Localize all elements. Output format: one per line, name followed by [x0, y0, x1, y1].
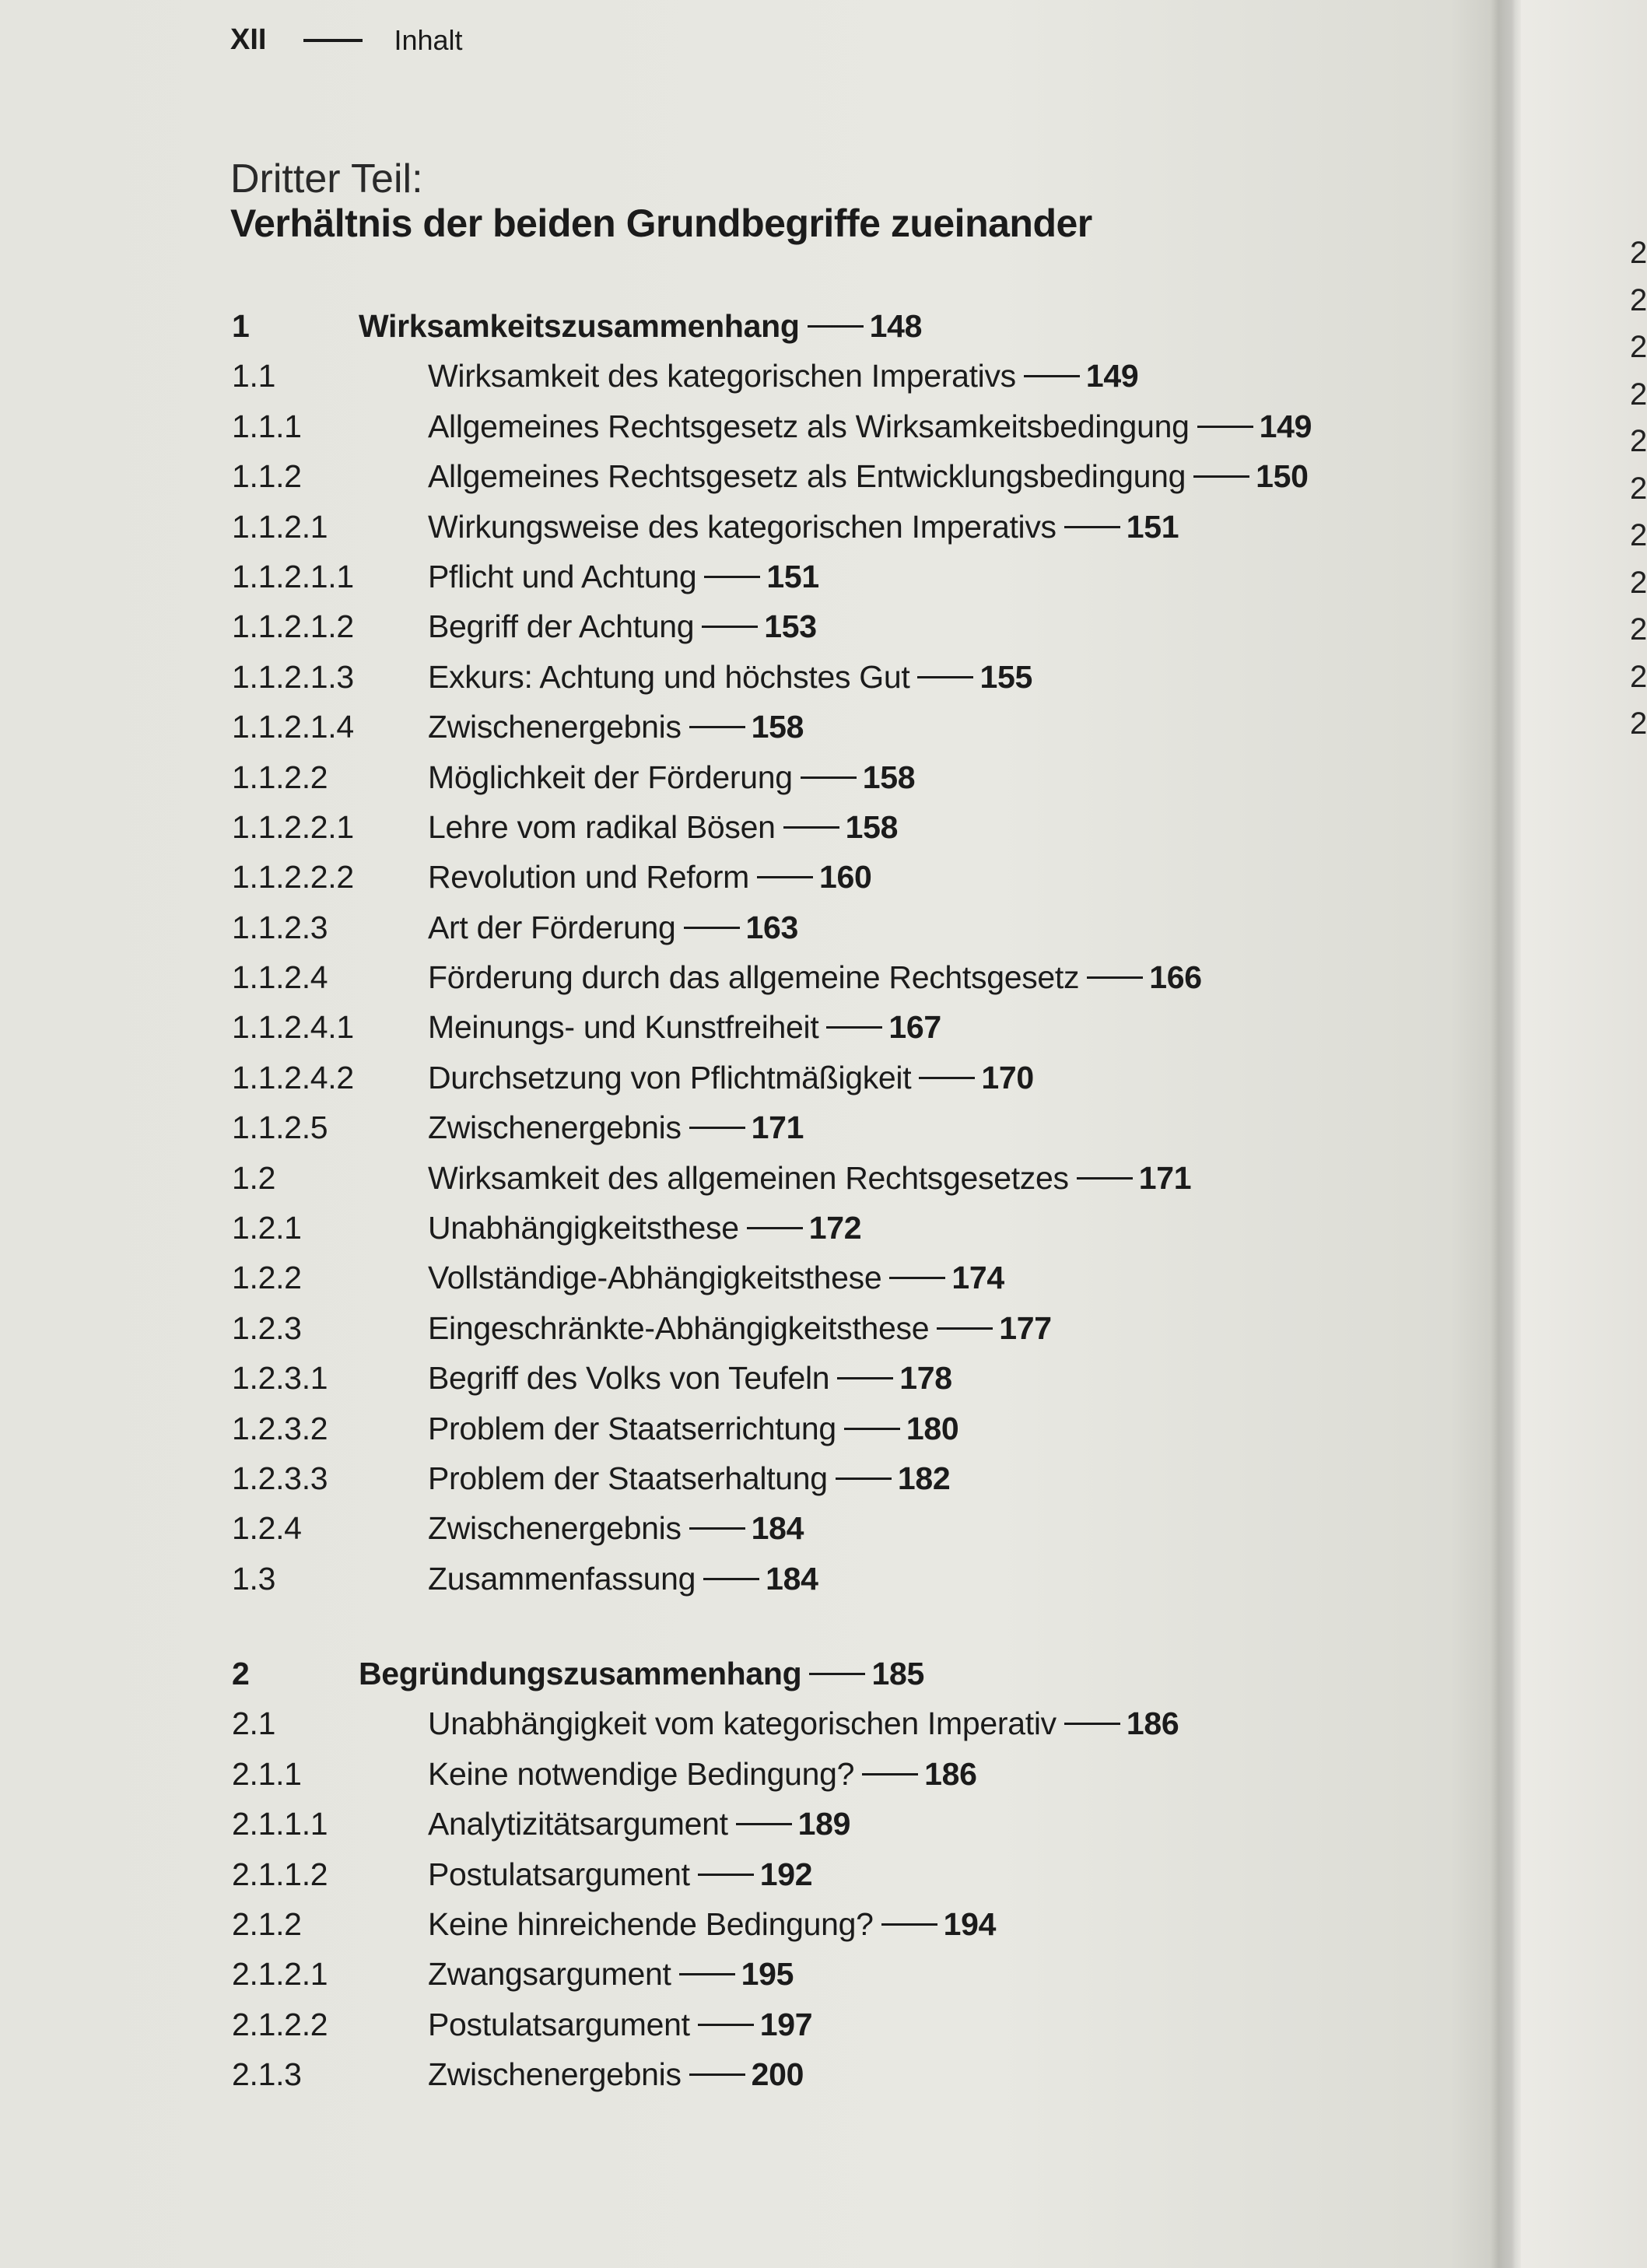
entry-page: 184 — [766, 1560, 818, 1597]
entry-title: Zwangsargument — [428, 1956, 671, 1993]
entry-page: 177 — [999, 1309, 1052, 1346]
toc-entry — [232, 2007, 1179, 2056]
toc-entry — [232, 2056, 1179, 2106]
entry-dash — [889, 1277, 945, 1279]
entry-page: 158 — [751, 709, 804, 745]
toc-entry — [232, 1260, 1312, 1309]
entry-number: 2.1.1.2 — [232, 1856, 328, 1892]
entry-page: 158 — [862, 759, 916, 795]
toc-entry — [232, 1310, 1312, 1360]
entry-page: 200 — [751, 2056, 804, 2093]
entry-number: 1.2.2 — [232, 1260, 302, 1296]
entry-page: 185 — [871, 1656, 924, 1691]
entry-dash — [1024, 375, 1080, 377]
entry-page: 180 — [906, 1410, 959, 1446]
entry-number: 1.2 — [232, 1159, 276, 1196]
entry-number: 1.3 — [232, 1560, 276, 1597]
entry-number: 1.2.4 — [232, 1510, 302, 1547]
entry-dash — [703, 1578, 759, 1580]
entry-dash — [783, 826, 839, 829]
facing-page-fragment — [1630, 230, 1647, 748]
entry-number: 1.1.2.4.2 — [232, 1059, 354, 1095]
entry-page: 163 — [745, 909, 799, 945]
entry-page: 184 — [751, 1510, 804, 1547]
entry-dash — [836, 1478, 892, 1480]
toc-entry — [232, 1360, 1312, 1410]
entry-number: 1.2.3.2 — [232, 1410, 328, 1446]
running-header — [230, 23, 463, 57]
facing-page-char: 2 — [1630, 518, 1647, 552]
entry-number: 1.1.2 — [232, 458, 302, 495]
toc-entry — [232, 759, 1312, 809]
entry-page: 151 — [1126, 508, 1179, 545]
entry-title: Problem der Staatserhaltung — [428, 1460, 828, 1496]
entry-page: 189 — [797, 1806, 851, 1842]
entry-number: 1.2.1 — [232, 1210, 302, 1246]
entry-dash — [689, 2073, 745, 2076]
entry-number: 1.2.3.3 — [232, 1460, 328, 1496]
entry-number: 1.1.2.5 — [232, 1109, 328, 1146]
entry-dash — [844, 1428, 900, 1430]
part-label: Dritter Teil: — [230, 156, 423, 202]
entry-dash — [747, 1227, 803, 1229]
entry-dash — [937, 1327, 993, 1330]
toc-entry — [232, 1009, 1312, 1059]
entry-title: Pflicht und Achtung — [428, 558, 697, 594]
entry-title: Förderung durch das allgemeine Rechtsgesetz — [428, 959, 1080, 996]
facing-page-char: 2 — [1630, 659, 1647, 694]
entry-dash — [689, 1127, 745, 1129]
entry-number: 1.1.2.2 — [232, 759, 328, 795]
entry-number: 1.1.2.4 — [232, 959, 328, 996]
entry-dash — [917, 676, 973, 678]
entry-dash — [809, 1673, 865, 1675]
entry-dash — [679, 1973, 735, 1975]
entry-page: 172 — [808, 1210, 862, 1246]
entry-title: Keine hinreichende Bedingung? — [428, 1905, 874, 1942]
toc-entry — [232, 1160, 1312, 1210]
entry-title: Unabhängigkeitsthese — [428, 1210, 739, 1246]
toc-entry — [232, 1756, 1179, 1806]
entry-title: Zwischenergebnis — [428, 1510, 682, 1547]
entry-dash — [881, 1923, 937, 1926]
entry-page: 153 — [764, 608, 817, 645]
toc-entry — [232, 308, 1312, 358]
facing-page-char: 2 — [1630, 282, 1647, 317]
entry-number: 1.1.2.4.1 — [232, 1009, 354, 1046]
entry-dash — [698, 2024, 754, 2026]
page-gutter-shadow — [1490, 0, 1521, 2268]
entry-dash — [801, 776, 857, 779]
entry-dash — [684, 927, 740, 929]
toc-entry — [232, 1956, 1179, 2006]
entry-dash — [689, 1527, 745, 1530]
toc-entry — [232, 408, 1312, 458]
toc-section-1 — [232, 308, 1312, 1611]
toc-entry — [232, 509, 1312, 559]
entry-dash — [1197, 426, 1253, 428]
facing-page-char: 2 — [1630, 424, 1647, 458]
entry-dash — [689, 726, 745, 728]
entry-page: 148 — [869, 308, 923, 344]
entry-title: Begründungszusammenhang — [359, 1656, 802, 1691]
entry-number: 2.1 — [232, 1705, 276, 1742]
toc-entry — [232, 659, 1312, 709]
entry-page: 158 — [845, 808, 899, 845]
page-number: XII — [230, 23, 267, 56]
entry-title: Revolution und Reform — [428, 859, 750, 896]
entry-page: 171 — [751, 1109, 804, 1146]
entry-dash — [702, 626, 758, 628]
entry-page: 186 — [924, 1755, 977, 1792]
toc-entry — [232, 1210, 1312, 1260]
entry-dash — [919, 1077, 975, 1079]
entry-dash — [736, 1823, 792, 1825]
entry-title: Allgemeines Rechtsgesetz als Wirksamkeitsbedingung — [428, 408, 1190, 444]
facing-page-char: 2 — [1630, 612, 1647, 647]
entry-number: 1.1.2.1.1 — [232, 558, 354, 594]
entry-number: 1.1.2.1 — [232, 508, 328, 545]
entry-page: 149 — [1085, 358, 1139, 394]
toc-entry — [232, 1109, 1312, 1159]
entry-page: 170 — [981, 1059, 1034, 1095]
toc-entry — [232, 1856, 1179, 1906]
facing-page-char: 2 — [1630, 330, 1647, 364]
toc-entry — [232, 358, 1312, 408]
entry-page: 167 — [888, 1009, 941, 1046]
entry-dash — [1193, 475, 1249, 478]
entry-number: 1.2.3.1 — [232, 1360, 328, 1397]
facing-page-char: 2 — [1630, 706, 1647, 741]
entry-dash — [826, 1026, 882, 1029]
entry-page: 151 — [766, 558, 819, 594]
entry-page: 178 — [899, 1360, 952, 1397]
entry-page: 194 — [943, 1905, 997, 1942]
entry-title: Durchsetzung von Pflichtmäßigkeit — [428, 1059, 912, 1095]
entry-title: Wirksamkeitszusammenhang — [359, 308, 800, 344]
toc-entry — [232, 859, 1312, 909]
facing-page-char: 2 — [1630, 471, 1647, 506]
entry-title: Exkurs: Achtung und höchstes Gut — [428, 658, 910, 695]
entry-title: Zwischenergebnis — [428, 709, 682, 745]
entry-title: Zusammenfassung — [428, 1560, 696, 1597]
toc-entry — [232, 1510, 1312, 1560]
entry-page: 186 — [1126, 1705, 1179, 1742]
entry-number: 2.1.2 — [232, 1905, 302, 1942]
entry-title: Zwischenergebnis — [428, 1109, 682, 1146]
entry-title: Begriff der Achtung — [428, 608, 695, 645]
entry-title: Postulatsargument — [428, 2006, 690, 2042]
entry-dash — [1077, 1177, 1133, 1180]
entry-title: Allgemeines Rechtsgesetz als Entwicklungsbedingung — [428, 458, 1186, 495]
entry-number: 2.1.2.1 — [232, 1956, 328, 1993]
entry-dash — [837, 1377, 893, 1379]
entry-number: 2 — [232, 1656, 250, 1691]
entry-dash — [698, 1874, 754, 1876]
entry-dash — [1087, 976, 1143, 979]
entry-title: Wirksamkeit des allgemeinen Rechtsgesetzes — [428, 1159, 1069, 1196]
entry-number: 2.1.3 — [232, 2056, 302, 2093]
toc-entry — [232, 1060, 1312, 1109]
entry-number: 1.2.3 — [232, 1309, 302, 1346]
toc-entry — [232, 1656, 1179, 1705]
toc-entry — [232, 559, 1312, 608]
entry-number: 1.1.2.2.2 — [232, 859, 354, 896]
entry-page: 150 — [1256, 458, 1309, 495]
entry-page: 160 — [819, 859, 872, 896]
running-title: Inhalt — [394, 23, 463, 56]
entry-title: Eingeschränkte-Abhängigkeitsthese — [428, 1309, 930, 1346]
entry-number: 1.1.2.1.2 — [232, 608, 354, 645]
toc-entry — [232, 1411, 1312, 1460]
toc-entry — [232, 1460, 1312, 1510]
entry-dash — [1064, 526, 1120, 528]
entry-title: Meinungs- und Kunstfreiheit — [428, 1009, 819, 1046]
entry-title: Zwischenergebnis — [428, 2056, 682, 2093]
entry-dash — [862, 1773, 918, 1775]
entry-title: Begriff des Volks von Teufeln — [428, 1360, 830, 1397]
entry-title: Wirksamkeit des kategorischen Imperativs — [428, 358, 1016, 394]
entry-title: Art der Förderung — [428, 909, 676, 945]
part-title: Verhältnis der beiden Grundbegriffe zueinander — [230, 202, 1092, 245]
entry-page: 192 — [759, 1856, 813, 1892]
toc-entry — [232, 709, 1312, 759]
entry-dash — [704, 576, 760, 578]
entry-page: 195 — [741, 1956, 794, 1993]
entry-page: 149 — [1259, 408, 1312, 444]
entry-title: Postulatsargument — [428, 1856, 690, 1892]
entry-number: 1 — [232, 308, 250, 344]
entry-dash — [757, 876, 813, 878]
entry-number: 1.1.2.2.1 — [232, 808, 354, 845]
entry-number: 2.1.1.1 — [232, 1806, 328, 1842]
entry-title: Vollständige-Abhängigkeitsthese — [428, 1260, 882, 1296]
entry-title: Wirkungsweise des kategorischen Imperativs — [428, 508, 1057, 545]
toc-entry — [232, 910, 1312, 959]
entry-number: 1.1 — [232, 358, 276, 394]
header-dash — [303, 39, 363, 42]
entry-page: 155 — [979, 658, 1032, 695]
entry-number: 2.1.1 — [232, 1755, 302, 1792]
entry-page: 197 — [759, 2006, 813, 2042]
toc-entry — [232, 1906, 1179, 1956]
facing-page-char: 2 — [1630, 565, 1647, 600]
entry-number: 1.1.2.1.3 — [232, 658, 354, 695]
entry-page: 166 — [1149, 959, 1202, 996]
entry-title: Lehre vom radikal Bösen — [428, 808, 776, 845]
toc-entry — [232, 1705, 1179, 1755]
toc-entry — [232, 959, 1312, 1009]
entry-number: 1.1.1 — [232, 408, 302, 444]
entry-title: Keine notwendige Bedingung? — [428, 1755, 855, 1792]
entry-number: 1.1.2.3 — [232, 909, 328, 945]
entry-title: Möglichkeit der Förderung — [428, 759, 793, 795]
entry-dash — [1064, 1723, 1120, 1725]
entry-number: 2.1.2.2 — [232, 2006, 328, 2042]
toc-entry — [232, 1561, 1312, 1611]
entry-title: Unabhängigkeit vom kategorischen Imperativ — [428, 1705, 1057, 1742]
entry-number: 1.1.2.1.4 — [232, 709, 354, 745]
entry-title: Problem der Staatserrichtung — [428, 1410, 836, 1446]
entry-page: 174 — [951, 1260, 1004, 1296]
entry-title: Analytizitätsargument — [428, 1806, 728, 1842]
toc-entry — [232, 608, 1312, 658]
entry-page: 171 — [1138, 1159, 1192, 1196]
toc-entry — [232, 1806, 1179, 1856]
toc-entry — [232, 458, 1312, 508]
facing-page-char: 2 — [1630, 377, 1647, 412]
toc-entry — [232, 809, 1312, 859]
facing-page-char: 2 — [1630, 236, 1647, 270]
entry-dash — [808, 325, 864, 328]
toc-section-2 — [232, 1656, 1179, 2107]
entry-page: 182 — [897, 1460, 951, 1496]
